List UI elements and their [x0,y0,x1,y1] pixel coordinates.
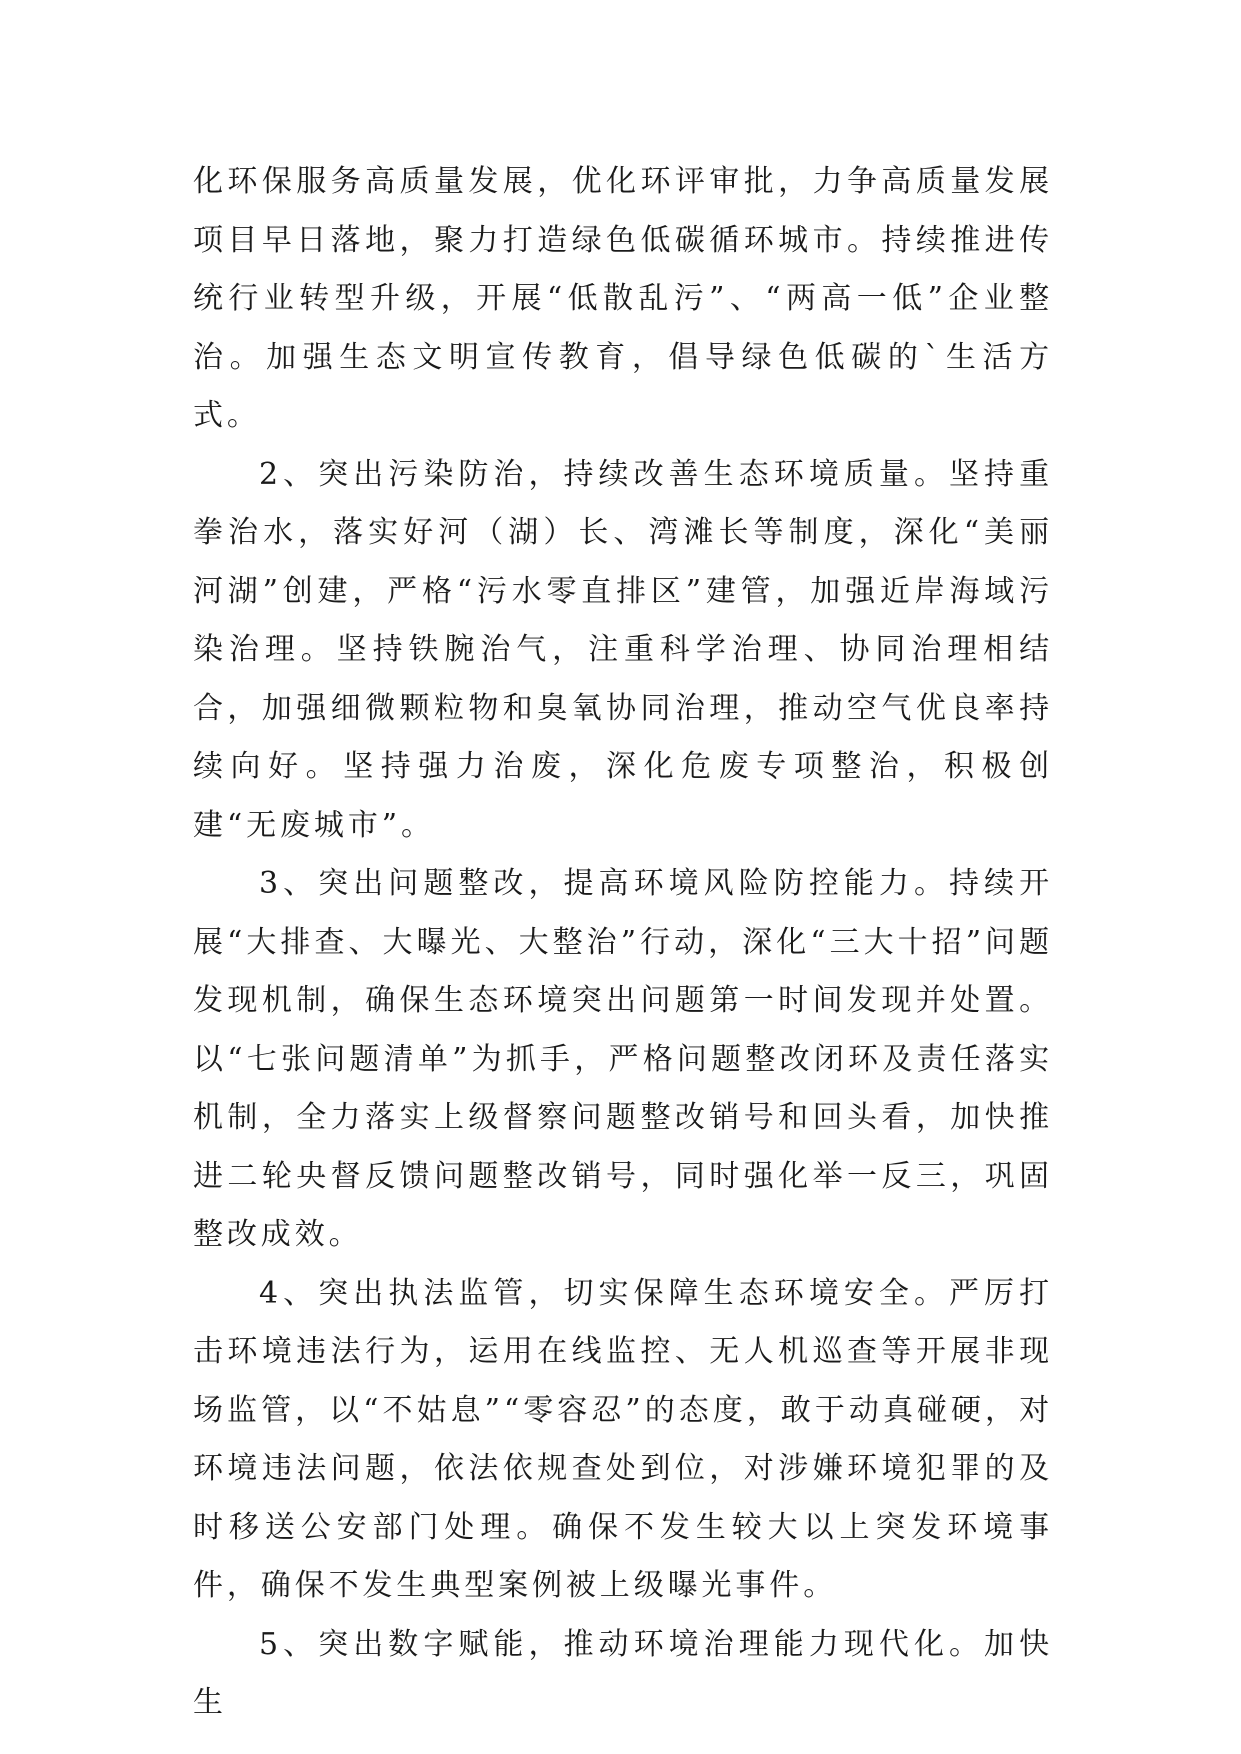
paragraph-2: 2、突出污染防治，持续改善生态环境质量。坚持重拳治水，落实好河（湖）长、湾滩长等制度，深化“美丽河湖”创建，严格“污水零直排区”建管，加强近岸海域污染治理。坚持铁腕治气，注重科学治理、协同治理相结合，加强细微颗粒物和臭氧协同治理，推动空气优良率持续向好。坚持强力治废，深化危废专项整治，积极创建“无废城市”。 [193,456,1053,843]
paragraph-3: 3、突出问题整改，提高环境风险防控能力。持续开展“大排查、大曝光、大整治”行动，深化“三大十招”问题发现机制，确保生态环境突出问题第一时间发现并处置。以“七张问题清单”为抓手，严格问题整改闭环及责任落实机制，全力落实上级督察问题整改销号和回头看，加快推进二轮央督反馈问题整改销号，同时强化举一反三，巩固整改成效。 [193,866,1053,1252]
paragraph-5: 5、突出数字赋能，推动环境治理能力现代化。加快生 [193,1626,1053,1720]
paragraph-1: 化环保服务高质量发展，优化环评审批，力争高质量发展项目早日落地，聚力打造绿色低碳循环城市。持续推进传统行业转型升级，开展“低散乱污”、“两高一低”企业整治。加强生态文明宣传教育，倡导绿色低碳的`生活方式。 [193,164,1053,433]
paragraph-4: 4、突出执法监管，切实保障生态环境安全。严厉打击环境违法行为，运用在线监控、无人机巡查等开展非现场监管，以“不姑息”“零容忍”的态度，敢于动真碰硬，对环境违法问题，依法依规查处到位，对涉嫌环境犯罪的及时移送公安部门处理。确保不发生较大以上突发环境事件，确保不发生典型案例被上级曝光事件。 [193,1275,1053,1603]
document-body [193,153,1053,1733]
